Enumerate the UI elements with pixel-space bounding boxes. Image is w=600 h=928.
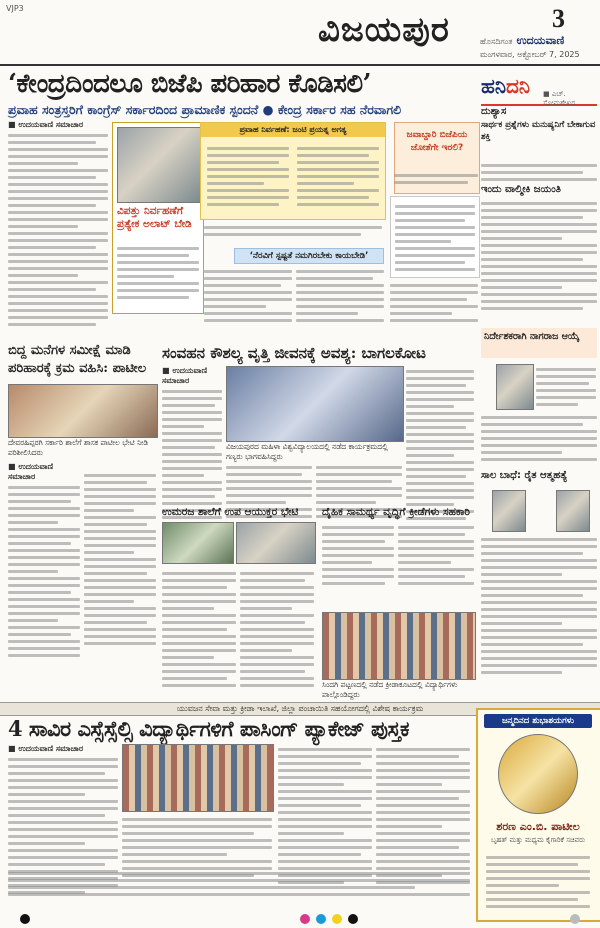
bottom-photo bbox=[122, 744, 274, 812]
birthday-header: ಜನ್ಮದಿನದ ಶುಭಾಶಯಗಳು bbox=[484, 714, 592, 728]
registration-dot bbox=[316, 914, 326, 924]
question-box-text: ಜವಾಬ್ದಾರಿ ಬಿಜೆಪಿಯ ಜೋತೆಗೇ ಇರಲಿ? bbox=[406, 130, 468, 153]
birthday-name: ಶರಣ ಎಂ.ಬಿ. ಪಾಟೀಲ bbox=[496, 820, 580, 833]
sahitya-title: ಸಾಲ ಬಾಧೆ: ರೈತ ಆತ್ಮಹತ್ಯೆ bbox=[481, 470, 568, 481]
masthead bbox=[0, 0, 600, 64]
bottom-headline: 4 ಸಾವಿರ ಎಸ್ಸೆಸ್ಸೆಲ್ಸಿ ವಿದ್ಯಾರ್ಥಿಗಳಿಗೆ ಪಾಸಿಂಗ್ ಪ್ಯಾಕೇಜ್ ಪುಸ್ತಕ bbox=[8, 716, 409, 741]
brand-prefix: ಹೊಸದಿಗಂತ bbox=[480, 37, 513, 46]
flood-box bbox=[200, 122, 386, 220]
dushyasa-block bbox=[481, 106, 597, 143]
ticker-strip: ಯುವಜನ ಸೇವಾ ಮತ್ತು ಕ್ರೀಡಾ ಇಲಾಖೆ, ಜಿಲ್ಲಾ ಪಂಚಾಯಿತಿ ಸಹಯೋಗದಲ್ಲಿ ವಿಶೇಷ ಕಾರ್ಯಕ್ರಮ bbox=[0, 702, 600, 716]
masthead-rule bbox=[0, 64, 600, 66]
crowd-caption: ಸಿಂದಗಿ ಪಟ್ಟಣದಲ್ಲಿ ನಡೆದ ಕ್ರೀಡಾಕೂಟದಲ್ಲಿ ವಿದ್ಯಾರ್ಥಿಗಳು ಪಾಲ್ಗೊಂಡಿದ್ದರು bbox=[322, 680, 458, 699]
today-title: ಇಂದು ವಾಲ್ಮೀಕಿ ಜಯಂತಿ bbox=[481, 184, 561, 195]
lead-column-1 bbox=[8, 120, 108, 330]
birthday-ad bbox=[476, 708, 600, 922]
page-number: 3 bbox=[552, 4, 565, 33]
lead-headline: ‘ಕೇಂದ್ರದಿಂದಲೂ ಬಿಜೆಪಿ ಪರಿಹಾರ ಕೊಡಿಸಲಿ’ bbox=[8, 69, 372, 99]
lead-blue-bar: ‘ನೆರವಿಗೆ ಸ್ಪಷ್ಟತೆ ನಮಗಿರಬೇಕು ಕಾಯಬೇಡಿ’ bbox=[234, 248, 384, 264]
section2-photo bbox=[8, 384, 158, 438]
section2-caption: ದೇವರಹಿಪ್ಪರಗಿ ಸರ್ಕಾರಿ ಶಾಲೆಗೆ ಶಾಸಕ ಪಾಟೀಲ ಭೇಟಿ ನೀಡಿ ಪರಿಶೀಲಿಸಿದರು bbox=[8, 438, 149, 457]
section3-sub-a: ಉಮರಜ ಶಾಲೆಗೆ ಉಪ ಆಯುಕ್ತರ ಭೇಟಿ bbox=[162, 506, 299, 518]
hani-dani-column bbox=[481, 74, 597, 106]
section3-sub-b: ದೈಹಿಕ ಸಾಮರ್ಥ್ಯ ವೃದ್ಧಿಗೆ ಕ್ರೀಡೆಗಳು ಸಹಕಾರಿ bbox=[322, 506, 470, 518]
sub-a-photo-2 bbox=[236, 522, 316, 564]
registration-dot bbox=[348, 914, 358, 924]
sidebar-photo-2 bbox=[492, 490, 526, 532]
brand-logo bbox=[480, 34, 564, 48]
registration-dot bbox=[332, 914, 342, 924]
nirdesha-photo bbox=[496, 364, 534, 410]
registration-dot bbox=[20, 914, 30, 924]
nirdesha-block bbox=[481, 328, 597, 358]
sub-a-photo-1 bbox=[162, 522, 234, 564]
sports-crowd-photo bbox=[322, 612, 476, 680]
section3-caption: ವಿಜಯಪುರದ ಮಹಿಳಾ ವಿಶ್ವವಿದ್ಯಾಲಯದಲ್ಲಿ ನಡೆದ ಕಾರ್ಯಕ್ರಮದಲ್ಲಿ ಗಣ್ಯರು ಭಾಗವಹಿಸಿದ್ದರು bbox=[226, 442, 388, 461]
page-code: VJP3 bbox=[6, 4, 24, 13]
section3-photo bbox=[226, 366, 404, 442]
lead-byline: ■ ಉದಯವಾಣಿ ಸಮಾಚಾರ bbox=[8, 120, 84, 129]
hani-dani-logo: ಹನಿದನಿ bbox=[481, 74, 531, 98]
info-box bbox=[390, 196, 480, 278]
registration-dot bbox=[300, 914, 310, 924]
section2-byline: ■ ಉದಯವಾಣಿ ಸಮಾಚಾರ bbox=[8, 462, 54, 481]
brand-name: ಉದಯವಾಣಿ bbox=[516, 34, 565, 47]
registration-dot bbox=[570, 914, 580, 924]
lead-photo bbox=[117, 127, 201, 203]
lead-deck: ಪ್ರವಾಹ ಸಂತ್ರಸ್ತರಿಗೆ ಕಾಂಗ್ರೆಸ್ ಸರ್ಕಾರದಿಂದ ಪ್ರಾಮಾಣಿಕ ಸ್ಪಂದನೆ ● ಕೇಂದ್ರ ಸರ್ಕಾರ ಸಹ ನೆರವಾಗಲಿ bbox=[8, 102, 402, 117]
birthday-title: ಬೃಹತ್ ಮತ್ತು ಮಧ್ಯಮ ಕೈಗಾರಿಕೆ ಸಚಿವರು bbox=[490, 836, 586, 844]
section2-headline-b: ಪರಿಹಾರಕ್ಕೆ ಕ್ರಮ ವಹಿಸಿ: ಪಾಟೀಲ bbox=[8, 361, 147, 376]
section3-byline: ■ ಉದಯವಾಣಿ ಸಮಾಚಾರ bbox=[162, 366, 208, 385]
section3-headline: ಸಂವಹನ ಕೌಶಲ್ಯ ವೃತ್ತಿ ಜೀವನಕ್ಕೆ ಅವಶ್ಯ: ಬಾಗಲಕೋಟ bbox=[162, 344, 426, 362]
hani-dani-byline: ■ ಎಚ್. ಸೋಮಶೇಖರ bbox=[543, 90, 576, 107]
section2-headline-a: ಬಿದ್ದ ಮನೆಗಳ ಸಮೀಕ್ಷೆ ಮಾಡಿ bbox=[8, 343, 131, 358]
section2-story bbox=[8, 343, 156, 376]
dushyasa-text: ಸಾರ್ಥಕ ಪ್ರಶ್ನೆಗಳು ಮನುಷ್ಯನಿಗೆ ಬೇಕಾಗುವ ಶಕ್ತಿ bbox=[481, 120, 596, 142]
dateline: ಮಂಗಳವಾರ, ಅಕ್ಟೋಬರ್ 7, 2025 bbox=[480, 50, 580, 59]
lead-quote: ವಿಪತ್ತು ನಿರ್ವಹಣೆಗೆ ಪ್ರತ್ಯೇಕ ಅಲಾಟ್ ಬೇಡಿ bbox=[117, 205, 192, 230]
flood-box-title: ಪ್ರವಾಹ ನಿರ್ವಹಣೆ: ಜಂಟಿ ಪ್ರಯತ್ನ ಅಗತ್ಯ bbox=[201, 123, 385, 137]
dushyasa-title: ದುಶ್ಯಾಸ bbox=[481, 106, 507, 117]
lead-photo-box bbox=[112, 122, 204, 314]
bottom-byline: ■ ಉದಯವಾಣಿ ಸಮಾಚಾರ bbox=[8, 744, 84, 753]
nirdesha-title: ನಿರ್ದೇಶಕರಾಗಿ ನಾಗರಾಜ ಆಯ್ಕೆ bbox=[484, 331, 580, 342]
birthday-portrait bbox=[498, 734, 578, 814]
sidebar-photo-3 bbox=[556, 490, 590, 532]
section-title: ವಿಜಯಪುರ bbox=[318, 10, 450, 50]
